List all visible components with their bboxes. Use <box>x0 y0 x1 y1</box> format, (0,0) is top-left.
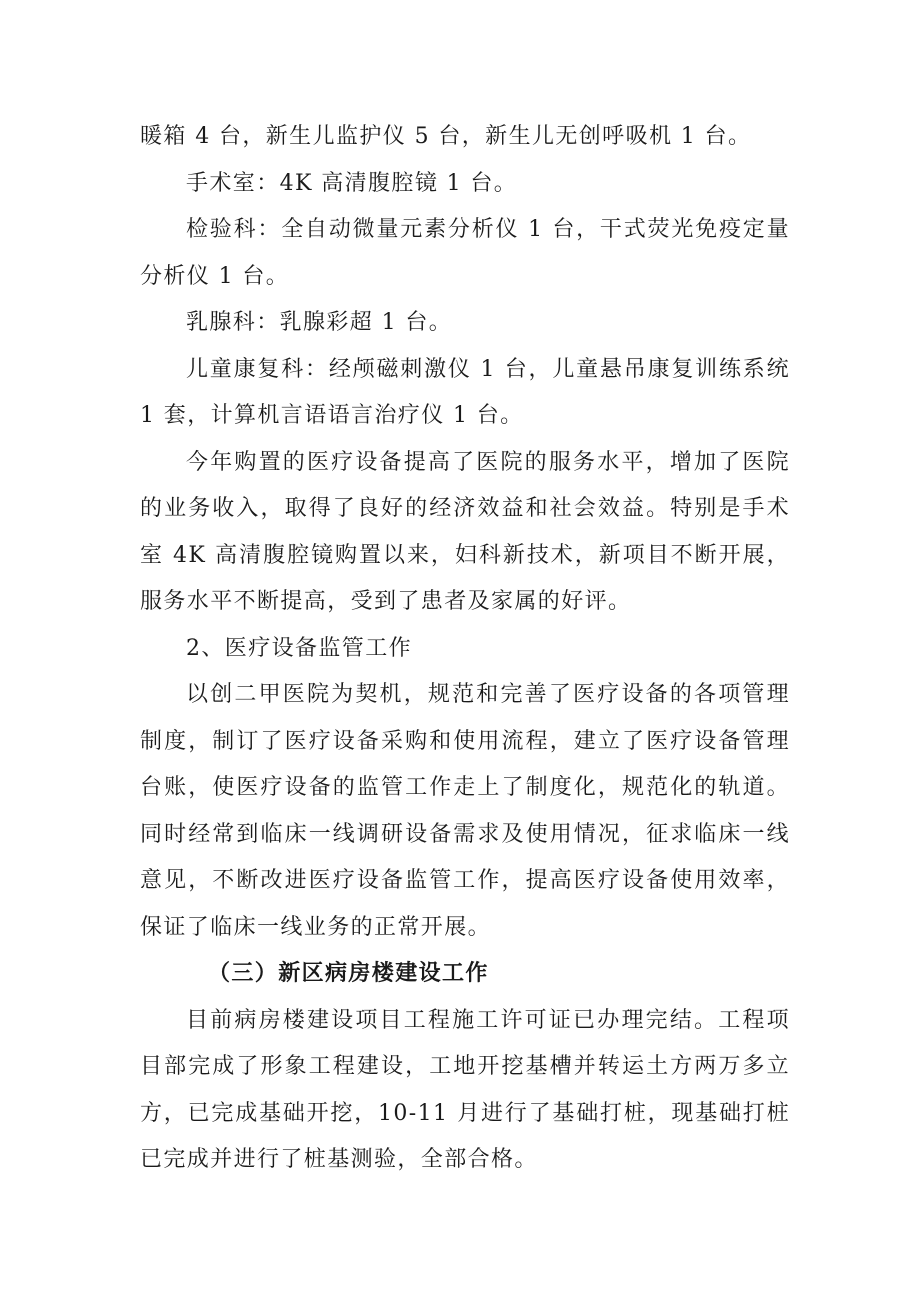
section-heading-new-ward-building: （三）新区病房楼建设工作 <box>208 961 489 986</box>
paragraph-new-ward-building: 目前病房楼建设项目工程施工许可证已办理完结。工程项目部完成了形象工程建设，工地开挖基槽并转运土方两万多立方，已完成基础开挖，10-11 月进行了基础打桩，现基础打桩已完成并进行了桩基测验，全部合格。 <box>140 1007 790 1172</box>
paragraph-incubator-equipment: 暖箱 4 台，新生儿监护仪 5 台，新生儿无创呼吸机 1 台。 <box>140 124 752 149</box>
paragraph-child-rehabilitation: 儿童康复科：经颅磁刺激仪 1 台，儿童悬吊康复训练系统 1 套，计算机言语语言治疗仪 1 台。 <box>140 356 790 428</box>
subheading-equipment-supervision: 2、医疗设备监管工作 <box>186 635 412 661</box>
paragraph-equipment-benefits: 今年购置的医疗设备提高了医院的服务水平，增加了医院的业务收入，取得了良好的经济效益和社会效益。特别是手术室 4K 高清腹腔镜购置以来，妇科新技术，新项目不断开展，服务水平不断提高，受到了患者及家属的好评。 <box>140 449 790 614</box>
paragraph-breast-department: 乳腺科：乳腺彩超 1 台。 <box>186 310 453 335</box>
paragraph-laboratory: 检验科：全自动微量元素分析仪 1 台，干式荧光免疫定量分析仪 1 台。 <box>140 217 790 289</box>
paragraph-operating-room: 手术室：4K 高清腹腔镜 1 台。 <box>186 170 518 196</box>
document-body <box>140 114 790 1184</box>
paragraph-equipment-supervision: 以创二甲医院为契机，规范和完善了医疗设备的各项管理制度，制订了医疗设备采购和使用流程，建立了医疗设备管理台账，使医疗设备的监管工作走上了制度化，规范化的轨道。同时经常到临床一线调研设备需求及使用情况，征求临床一线意见，不断改进医疗设备监管工作，提高医疗设备使用效率，保证了临床一线业务的正常开展。 <box>140 682 790 940</box>
